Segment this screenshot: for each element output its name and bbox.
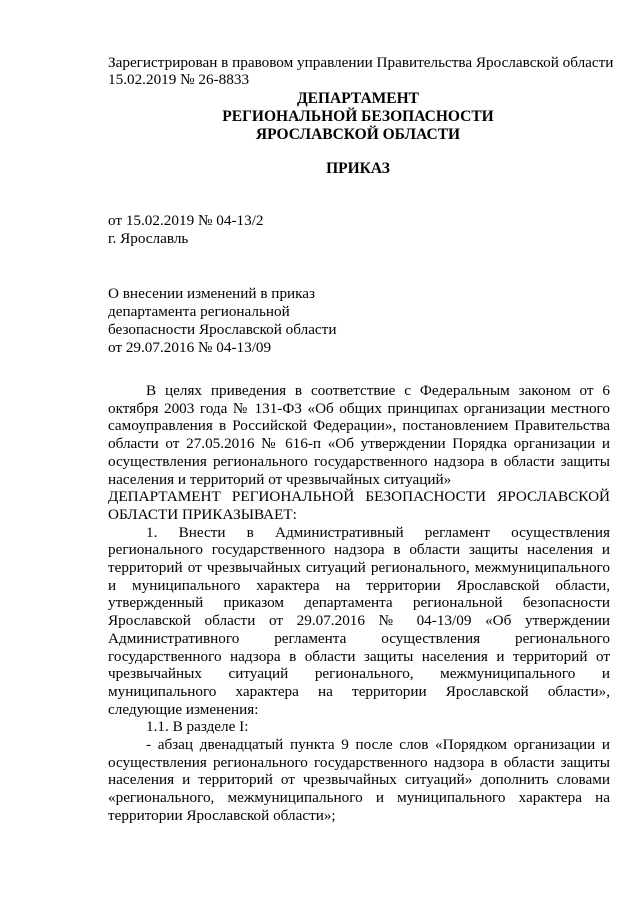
document-type: ПРИКАЗ xyxy=(326,160,390,177)
subject-line-4: от 29.07.2016 № 04-13/09 xyxy=(108,339,272,356)
item-1-1-a-paragraph: - абзац двенадцатый пункта 9 после слов «Порядком организации и осуществления регионального государственного надзора в области защиты населения и территорий от чрезвычайных ситуаций» дополнить словами «регионального, межмуниципального и муниципального характера на территории Ярославской области»; xyxy=(108,736,610,824)
registration-line-2: 15.02.2019 № 26-8833 xyxy=(108,71,250,88)
registration-line-1: Зарегистрирован в правовом управлении Правительства Ярославской области xyxy=(108,54,614,71)
document-subject xyxy=(108,285,336,357)
heading-line-3: ЯРОСЛАВСКОЙ ОБЛАСТИ xyxy=(255,126,461,143)
heading-line-1: ДЕПАРТАМЕНТ xyxy=(296,90,420,107)
document-meta xyxy=(108,212,264,248)
department-heading xyxy=(108,90,608,144)
heading-line-2: РЕГИОНАЛЬНОЙ БЕЗОПАСНОСТИ xyxy=(222,108,494,125)
item-1-1-paragraph: 1.1. В разделе I: xyxy=(146,718,249,736)
city: г. Ярославль xyxy=(108,230,189,247)
item-1-paragraph: 1. Внести в Административный регламент осуществления регионального государственного надзора в области защиты населения и территорий от чрезвычайных ситуаций регионального, межмуниципального и муниципального характера на территории Ярославской области, утвержденный приказом департамента региональной безопасности Ярославской области от 29.07.2016 № 04-13/09 «Об утверждении Административного регламента осуществления регионального государственного надзора в области защиты населения и территорий от чрезвычайных ситуаций регионального, межмуниципального и муниципального характера на территории Ярославской области», следующие изменения: xyxy=(108,523,610,718)
document-body xyxy=(108,382,610,825)
subject-line-2: департамента региональной xyxy=(108,303,290,320)
registration-note xyxy=(108,54,613,88)
preamble-paragraph: В целях приведения в соответствие с Федеральным законом от 6 октября 2003 года № 131-ФЗ «Об общих принципах организации местного самоуправления в Российской Федерации», постановлением Правительства области от 27.05.2016 № 616-п «Об утверждении Порядка организации и осуществления регионального государственного надзора в области защиты населения и территорий от чрезвычайных ситуаций» xyxy=(108,382,610,488)
subject-line-3: безопасности Ярославской области xyxy=(108,321,337,338)
date-number: от 15.02.2019 № 04-13/2 xyxy=(108,212,264,229)
orders-paragraph: ДЕПАРТАМЕНТ РЕГИОНАЛЬНОЙ БЕЗОПАСНОСТИ ЯРОСЛАВСКОЙ ОБЛАСТИ ПРИКАЗЫВАЕТ: xyxy=(108,488,610,523)
subject-line-1: О внесении изменений в приказ xyxy=(108,285,316,302)
